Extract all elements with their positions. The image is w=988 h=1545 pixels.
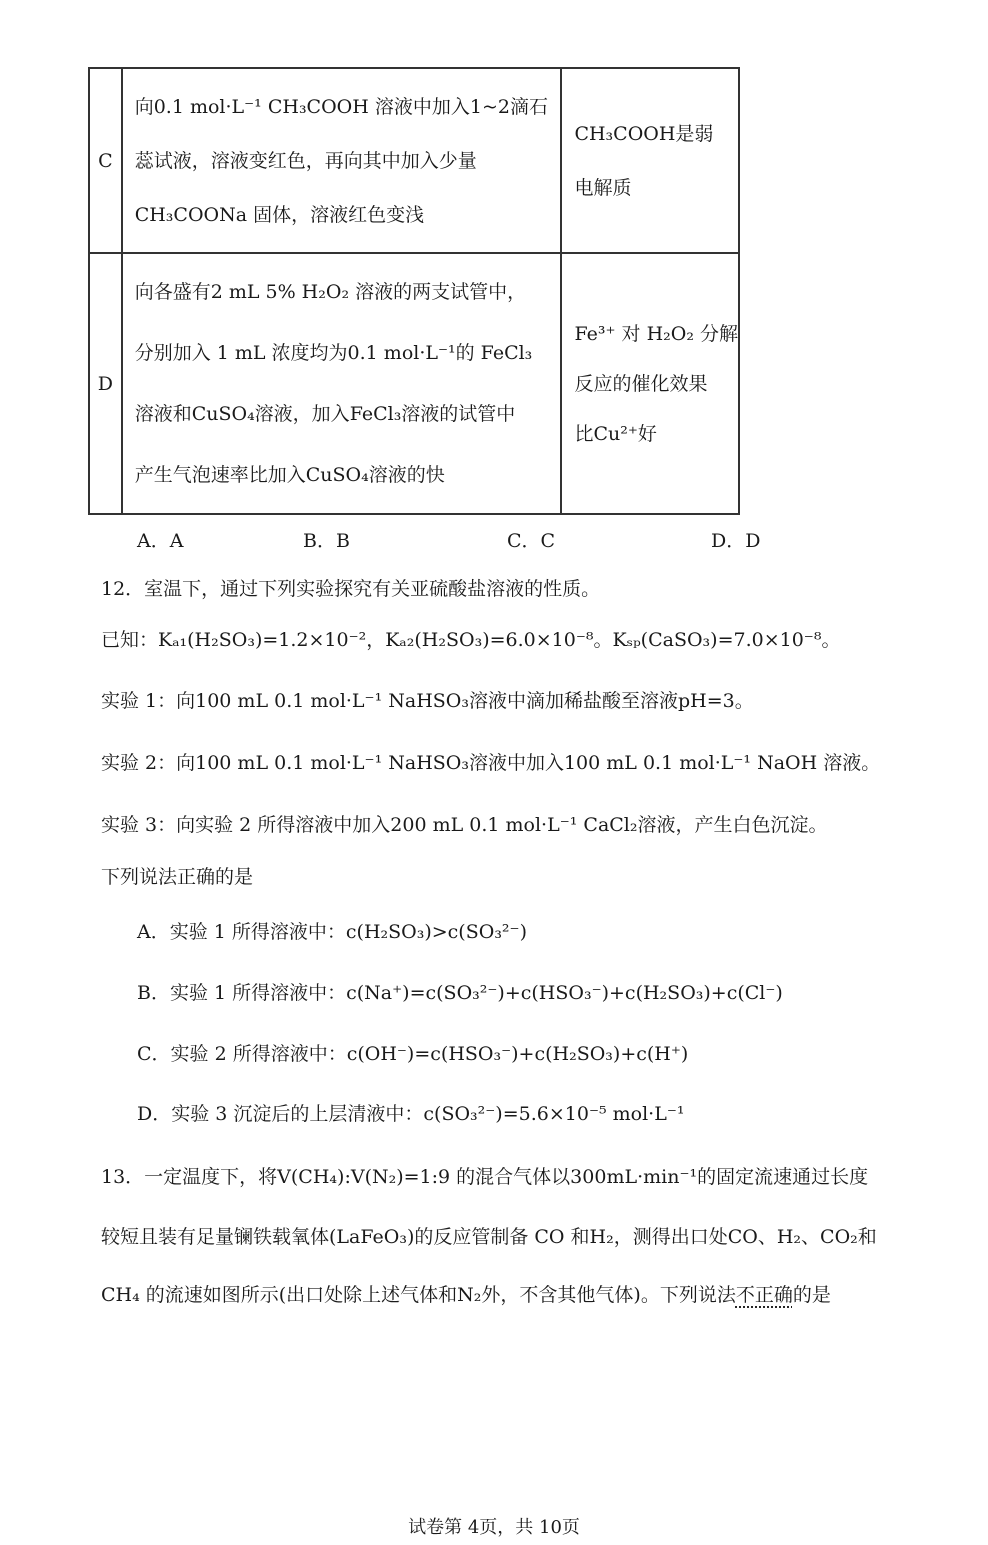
procedure-line: CH₃COONa 固体，溶液红色变浅 [134,203,425,226]
conclusion-cell [561,68,739,253]
conclusion-line: 电解质 [574,176,632,199]
q12-option-a[interactable]: A．实验 1 所得溶液中：c(H₂SO₃)>c(SO₃²⁻) [137,921,527,943]
procedure-line: 向各盛有2 mL 5% H₂O₂ 溶液的两支试管中， [134,280,527,303]
q12-exp2: 实验 2：向100 mL 0.1 mol·L⁻¹ NaHSO₃溶液中加入100 mL 0.1 mol·L⁻¹ NaOH 溶液。 [101,752,881,774]
procedure-line: 分别加入 1 mL 浓度均为0.1 mol·L⁻¹的 FeCl₃ [134,341,533,364]
procedure-cell [122,68,562,253]
procedure-line: 蕊试液，溶液变红色，再向其中加入少量 [134,149,477,172]
choice-d[interactable]: D．D [711,530,761,552]
conclusion-line: CH₃COOH是弱 [574,122,714,145]
conclusion-line: Fe³⁺ 对 H₂O₂ 分解 [574,322,738,345]
page-footer: 试卷第 4页，共 10页 [408,1517,580,1538]
choice-c[interactable]: C．C [507,530,556,552]
q12-exp3: 实验 3：向实验 2 所得溶液中加入200 mL 0.1 mol·L⁻¹ CaCl₂溶液，产生白色沉淀。 [101,814,828,836]
q13-line3-main: CH₄ 的流速如图所示(出口处除上述气体和N₂外，不含其他气体)。下列说法 [101,1284,736,1306]
row-letter: C [89,68,122,253]
procedure-line: 溶液和CuSO₄溶液，加入FeCl₃溶液的试管中 [134,402,516,425]
q12-exp1: 实验 1：向100 mL 0.1 mol·L⁻¹ NaHSO₃溶液中滴加稀盐酸至溶液pH=3。 [101,690,754,712]
procedure-line: 向0.1 mol·L⁻¹ CH₃COOH 溶液中加入1~2滴石 [134,95,548,118]
experiment-table [88,67,740,515]
row-letter: D [89,253,122,514]
conclusion-cell [561,253,739,514]
q12-option-c[interactable]: C．实验 2 所得溶液中：c(OH⁻)=c(HSO₃⁻)+c(H₂SO₃)+c(H⁺) [137,1043,689,1065]
q13-line2: 较短且装有足量镧铁载氧体(LaFeO₃)的反应管制备 CO 和H₂，测得出口处CO、H₂、CO₂和 [101,1226,877,1248]
table-row [89,253,739,514]
q12-option-b[interactable]: B．实验 1 所得溶液中：c(Na⁺)=c(SO₃²⁻)+c(HSO₃⁻)+c(H₂SO₃)+c(Cl⁻) [137,982,783,1004]
choice-b[interactable]: B．B [303,530,350,552]
conclusion-line: 反应的催化效果 [574,372,708,395]
q13-emphasis: 不正确 [735,1284,793,1306]
q12-prompt: 下列说法正确的是 [101,866,254,888]
q11-choices [0,526,988,552]
procedure-cell [122,253,562,514]
q13-line3 [101,1280,831,1307]
q13-line1: 13．一定温度下，将V(CH₄):V(N₂)=1:9 的混合气体以300mL·min⁻¹的固定流速通过长度 [101,1166,869,1188]
table-row [89,68,739,253]
conclusion-line: 比Cu²⁺好 [574,422,657,445]
q12-option-d[interactable]: D．实验 3 沉淀后的上层清液中：c(SO₃²⁻)=5.6×10⁻⁵ mol·L⁻¹ [137,1103,685,1125]
procedure-line: 产生气泡速率比加入CuSO₄溶液的快 [134,463,445,486]
choice-a[interactable]: A．A [137,530,184,552]
q13-line3-end: 的是 [792,1284,831,1306]
q12-stem: 12．室温下，通过下列实验探究有关亚硫酸盐溶液的性质。 [101,578,601,600]
q12-known: 已知：Kₐ₁(H₂SO₃)=1.2×10⁻²，Kₐ₂(H₂SO₃)=6.0×10⁻⁸。Kₛₚ(CaSO₃)=7.0×10⁻⁸。 [101,629,841,651]
